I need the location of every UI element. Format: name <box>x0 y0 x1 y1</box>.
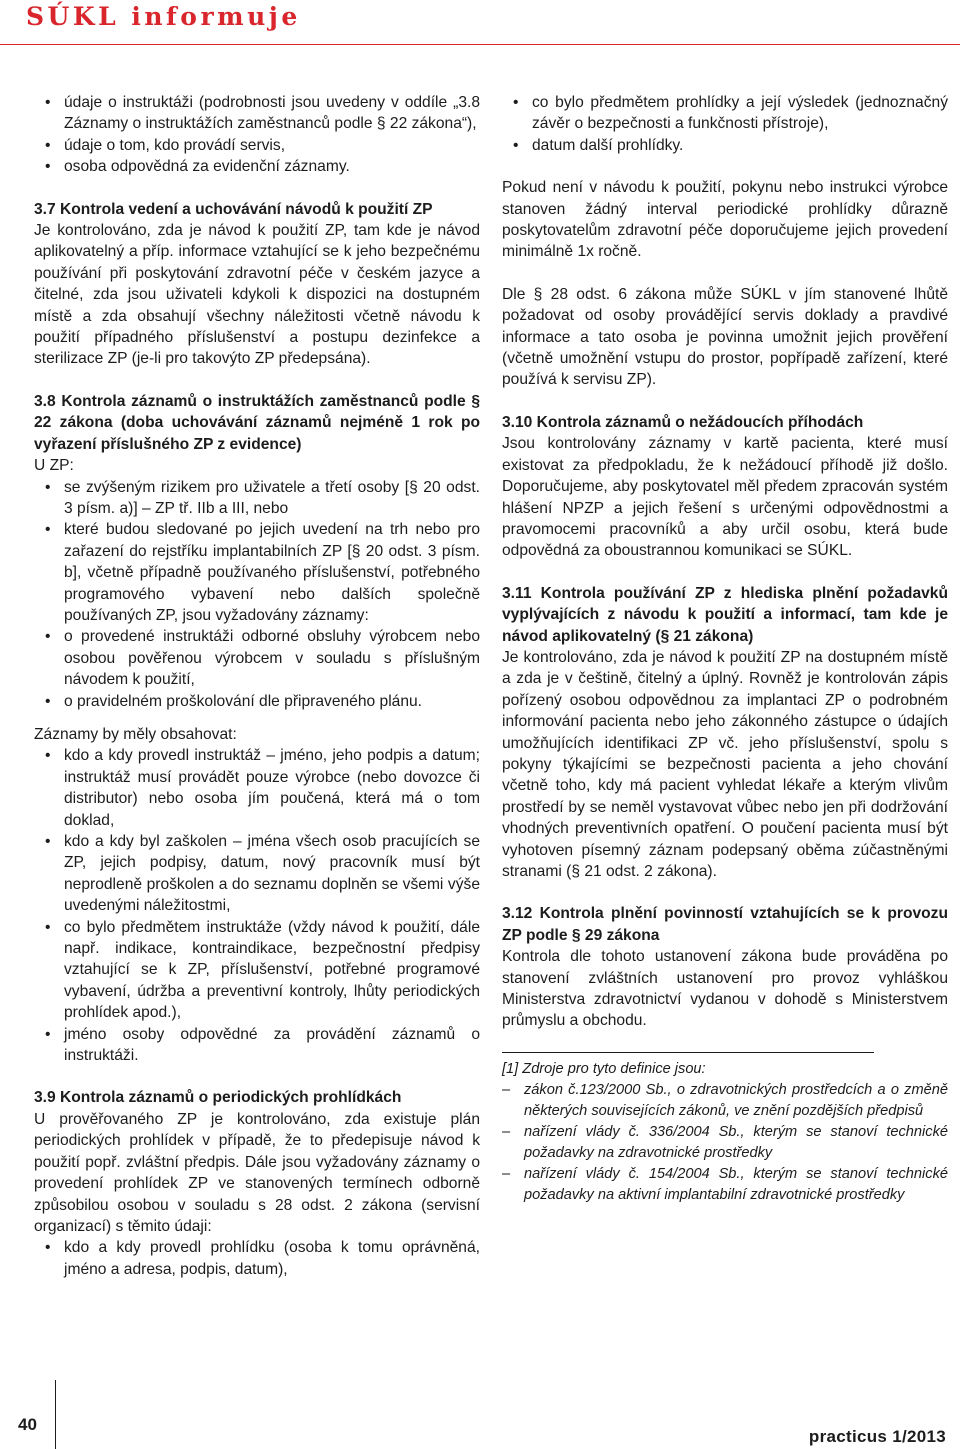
list-item: • údaje o tom, kdo provádí servis, <box>34 135 480 156</box>
right-column <box>502 92 948 1206</box>
list-item: • co bylo předmětem prohlídky a její výsledek (jednoznačný závěr o bezpečnosti a funkčnosti přístroje), <box>502 92 948 135</box>
section-text-3-11: Je kontrolováno, zda je návod k použití ZP na dostupném místě a zda je v češtině, čitelný a úplný. Rovněž je kontrolován zápis pořízený osobou odpovědnou za implantaci ZP o podrobném informování pacienta nebo jeho zákonného zástupce o údajích umožňujících identifikaci ZP vč. jeho příslušenství, spolu s pokyny týkajícími se bezpečnosti pacienta a jeho chování včetně toho, kdy má pacient vyhledat lékaře a kterým vlivům prostředí by se neměl vystavovat vůbec nebo jen při dodržování vhodných preventivních opatření. O poučení pacienta musí být vyhotoven písemný záznam podepsaný oběma zúčastněnými stranami (§ 21 odst. 2 zákona). <box>502 648 948 880</box>
intro-bullet-list <box>34 92 480 178</box>
list-item: • osoba odpovědná za evidenční záznamy. <box>34 156 480 177</box>
footnote <box>502 1059 948 1206</box>
header-divider <box>0 44 960 45</box>
list-item: • kdo a kdy provedl instruktáž – jméno, jeho podpis a datum; instruktáž musí provádět pouze výrobce (nebo dovozce či distributor) nebo osoba jím poučená, která má o tom doklad, <box>34 745 480 831</box>
list-item: • údaje o instruktáži (podrobnosti jsou uvedeny v oddíle „3.8 Záznamy o instruktážích zaměstnanců podle § 22 zákona“), <box>34 92 480 135</box>
footnote-item: – nařízení vlády č. 336/2004 Sb., kterým se stanoví technické požadavky na zdravotnické prostředky <box>502 1122 948 1164</box>
section-text-3-12: Kontrola dle tohoto ustanovení zákona bude prováděna po stanovení zvláštních ustanovení pro provoz vyhláškou Ministerstva zdravotnictví vydanou v dohodě s Ministerstvem průmyslu a obchodu. <box>502 948 948 1030</box>
footnote-title: [1] Zdroje pro tyto definice jsou: <box>502 1060 706 1077</box>
left-column <box>34 92 480 1280</box>
continued-bullet-list <box>502 92 948 156</box>
records-label: Záznamy by měly obsahovat: <box>34 725 237 743</box>
section-heading-3-12: 3.12 Kontrola plnění povinností vztahujících se k provozu ZP podle § 29 zákona <box>502 905 948 944</box>
section-text-3-9: U prověřovaného ZP je kontrolováno, zda existuje plán periodických prohlídek v případě, že to předepisuje návod k použití popř. zvláštní předpis. Dále jsou vyžadovány záznamy o provedení prohlídek ZP ve stanovených termínech odborně způsobilou osobou v souladu s 28 odst. 2 zákona (servisní organizací) s těmito údaji: <box>34 1110 480 1235</box>
section-heading-3-9: 3.9 Kontrola záznamů o periodických prohlídkách <box>34 1089 402 1107</box>
section-text-3-7: Je kontrolováno, zda je návod k použití ZP, tam kde je návod aplikovatelný a příp. informace vztahující se k jeho bezpečnému používání při poskytování zdravotní péče v českém jazyce a čitelné, zda jsou uživateli kdykoli k dispozici na dostupném místě a zda obsahují všechny náležitosti včetně návodu k použití případného příslušenství a postupu dezinfekce a sterilizace ZP (je-li pro takovýto ZP předepsána). <box>34 222 480 368</box>
publication-label: practicus 1/2013 <box>808 1427 946 1446</box>
footnote-item: – nařízení vlády č. 154/2004 Sb., kterým se stanoví technické požadavky na aktivní implantabilní zdravotnické prostředky <box>502 1164 948 1206</box>
footnote-divider <box>502 1052 874 1053</box>
list-item: • o provedené instruktáži odborné obsluhy výrobcem nebo osobou pověřenou výrobcem v souladu s příslušným návodem k použití, <box>34 626 480 690</box>
paragraph-interval: Pokud není v návodu k použití, pokynu nebo instrukci výrobce stanoven žádný interval periodické prohlídky důrazně poskytovatelům zdravotní péče doporučujeme jejich provedení minimálně 1x ročně. <box>502 179 948 261</box>
footer-divider <box>55 1380 56 1449</box>
inspection-bullet-list <box>34 1237 480 1280</box>
list-item: • datum další prohlídky. <box>502 135 948 156</box>
list-item: • kdo a kdy byl zaškolen – jména všech osob pracujících se ZP, jejich podpisy, datum, nový pracovník musí být neprodleně proškolen a do seznamu doplněn se všemi výše uvedenými náležitostmi, <box>34 831 480 917</box>
section-text-3-10: Jsou kontrolovány záznamy v kartě pacienta, které musí existovat za předpokladu, že k nežádoucí příhodě již došlo. Doporučujeme, aby poskytovatel měl předem zpracován systém hlášení NPZP a jejich řešení s určenými odpovědnostmi a pravomocemi pracovníků a aby určil osobu, která bude odpovědná za oboustrannou komunikaci se SÚKL. <box>502 435 948 560</box>
list-item: • které budou sledované po jejich uvedení na trh nebo pro zařazení do rejstříku implantabilních ZP [§ 20 odst. 3 písm. b], včetně případně používaného příslušenství, potřebného programového vybavení nebo dalších společně používaných ZP, jsou vyžadovány záznamy: <box>34 519 480 626</box>
list-item: • kdo a kdy provedl prohlídku (osoba k tomu oprávněná, jméno a adresa, podpis, datum), <box>34 1237 480 1280</box>
page-number: 40 <box>18 1415 37 1434</box>
section-heading-3-8: 3.8 Kontrola záznamů o instruktážích zaměstnanců podle § 22 zákona (doba uchovávání záznamů nejméně 1 rok po vyřazení příslušného ZP z evidence) <box>34 392 480 453</box>
uzp-label: U ZP: <box>34 457 74 475</box>
list-item: • jméno osoby odpovědné za provádění záznamů o instruktáži. <box>34 1024 480 1067</box>
list-item: • o pravidelném proškolování dle připraveného plánu. <box>34 691 480 712</box>
header-title: SÚKL informuje <box>26 2 301 31</box>
uzp-bullet-list <box>34 477 480 712</box>
records-bullet-list <box>34 745 480 1066</box>
paragraph-service-documents: Dle § 28 odst. 6 zákona může SÚKL v jím stanovené lhůtě požadovat od osoby provádějící servis doklady a pravdivé informace a tato osoba je povinna umožnit jejich prověření (včetně umožnění vstupu do prostor, popřípadě zařízení, které používá k servisu ZP). <box>502 285 948 389</box>
list-item: • co bylo předmětem instruktáže (vždy návod k použití, dále např. indikace, kontraindikace, bezpečnostní předpisy vztahující se k ZP, příslušenství, potřebné programové vybavení, údržba a preventivní kontroly, lhůty periodických prohlídek apod.), <box>34 917 480 1024</box>
page-header <box>0 0 960 44</box>
footnote-item: – zákon č.123/2000 Sb., o zdravotnických prostředcích a o změně některých souvisejících zákonů, ve znění pozdějších předpisů <box>502 1080 948 1122</box>
section-heading-3-7: 3.7 Kontrola vedení a uchovávání návodů k použití ZP <box>34 200 433 218</box>
section-heading-3-11: 3.11 Kontrola používání ZP z hlediska plnění požadavků vyplývajících z návodu k použití a informací, tam kde je návod aplikovatelný (§ 21 zákona) <box>502 584 948 645</box>
section-heading-3-10: 3.10 Kontrola záznamů o nežádoucích příhodách <box>502 413 864 431</box>
list-item: • se zvýšeným rizikem pro uživatele a třetí osoby [§ 20 odst. 3 písm. a)] – ZP tř. IIb a III, nebo <box>34 477 480 520</box>
